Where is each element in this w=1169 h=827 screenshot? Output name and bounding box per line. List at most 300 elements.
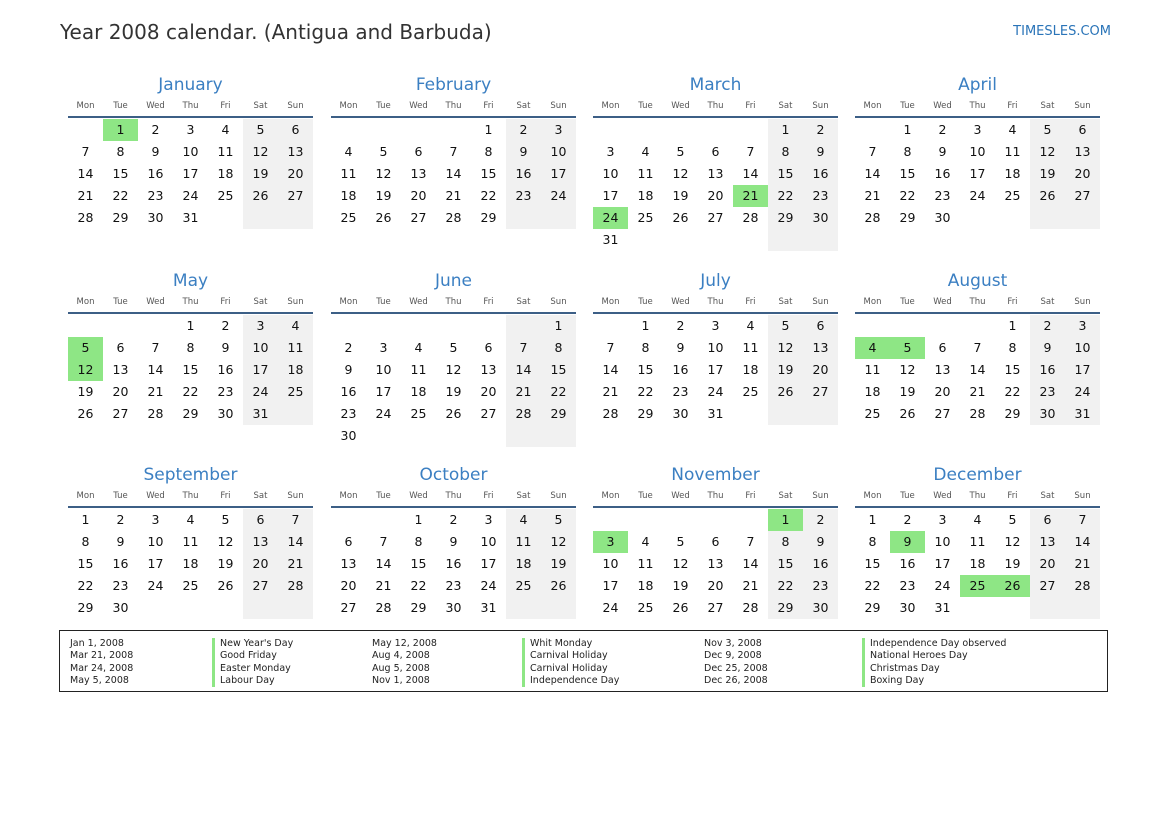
day-cell: 4: [641, 144, 650, 159]
day-cell: 1: [641, 318, 650, 333]
day-cell: 27: [1065, 185, 1100, 207]
month-rule: [855, 506, 1100, 508]
day-cell: 20: [803, 359, 838, 381]
day-cell: 6: [243, 509, 278, 531]
weekday-label: Thu: [445, 491, 462, 501]
legend-holiday-name: Independence Day observed: [862, 638, 1006, 650]
month-rule: [68, 116, 313, 118]
day-cell: 11: [278, 337, 313, 359]
legend-holiday-name: Independence Day: [522, 675, 619, 687]
day-cell: 29: [899, 210, 916, 225]
day-cell: 14: [278, 531, 313, 553]
holiday-day-cell: 1: [103, 119, 138, 141]
weekday-header: [331, 489, 576, 503]
month-may: [68, 270, 313, 425]
day-cell: 11: [742, 340, 759, 355]
empty-cell: [768, 403, 803, 425]
day-cell: 1: [414, 512, 423, 527]
legend-holiday-name: Labour Day: [212, 675, 293, 687]
day-cell: 1: [1008, 318, 1017, 333]
day-cell: 8: [414, 534, 423, 549]
day-cell: 30: [340, 428, 357, 443]
empty-cell: [436, 425, 471, 447]
weekday-label: Sun: [287, 491, 304, 501]
day-cell: 29: [410, 600, 427, 615]
empty-cell: [663, 229, 698, 251]
day-cell: 21: [969, 384, 986, 399]
legend-name-column: [212, 638, 293, 687]
empty-cell: [366, 425, 401, 447]
empty-cell: [436, 119, 471, 141]
weekday-label: Thu: [969, 101, 986, 111]
day-cell: 16: [340, 384, 357, 399]
day-cell: 28: [969, 406, 986, 421]
day-cell: 21: [864, 188, 881, 203]
day-cell: 17: [243, 359, 278, 381]
empty-cell: [506, 597, 541, 619]
legend-date: Aug 4, 2008: [372, 650, 430, 662]
weekday-label: Sun: [550, 491, 567, 501]
day-cell: 4: [186, 512, 195, 527]
weekday-label: Fri: [1007, 491, 1018, 501]
day-cell: 28: [506, 403, 541, 425]
legend-holiday-name: Carnival Holiday: [522, 663, 619, 675]
day-cell: 27: [340, 600, 357, 615]
month-name: May: [172, 271, 209, 291]
day-cell: 28: [742, 600, 759, 615]
day-cell: 4: [344, 144, 353, 159]
site-link[interactable]: TIMESLES.COM: [1013, 24, 1111, 39]
day-cell: 16: [899, 556, 916, 571]
day-cell: 5: [1030, 119, 1065, 141]
day-cell: 12: [217, 534, 234, 549]
day-cell: 23: [445, 578, 462, 593]
month-rule: [331, 312, 576, 314]
day-cell: 2: [803, 509, 838, 531]
day-cell: 10: [243, 337, 278, 359]
weekday-label: Wed: [409, 101, 428, 111]
day-cell: 30: [899, 600, 916, 615]
day-cell: 13: [1030, 531, 1065, 553]
holiday-day-cell: 5: [68, 337, 103, 359]
weekday-label: Sat: [516, 491, 531, 501]
day-cell: 12: [1004, 534, 1021, 549]
weekday-label: Tue: [900, 101, 915, 111]
month-rule: [593, 506, 838, 508]
day-cell: 5: [1008, 512, 1017, 527]
day-cell: 18: [742, 362, 759, 377]
day-cell: 29: [864, 600, 881, 615]
day-cell: 1: [81, 512, 90, 527]
day-cell: 8: [768, 531, 803, 553]
weekday-label: Mon: [601, 101, 620, 111]
day-cell: 10: [969, 144, 986, 159]
month-name: August: [947, 271, 1008, 291]
day-cell: 8: [903, 144, 912, 159]
day-cell: 29: [768, 207, 803, 229]
weekday-label: Tue: [113, 297, 128, 307]
weekday-label: Sat: [516, 101, 531, 111]
empty-cell: [733, 509, 768, 531]
weekday-label: Fri: [220, 101, 231, 111]
day-cell: 19: [672, 188, 689, 203]
weekday-label: Sat: [778, 297, 793, 307]
empty-cell: [1030, 207, 1065, 229]
day-cell: 20: [1065, 163, 1100, 185]
day-cell: 7: [81, 144, 90, 159]
day-cell: 15: [864, 556, 881, 571]
holiday-day-cell: 9: [890, 531, 925, 553]
day-cell: 3: [541, 119, 576, 141]
legend-holiday-name: Christmas Day: [862, 663, 1006, 675]
day-cell: 13: [480, 362, 497, 377]
legend-holiday-name: Good Friday: [212, 650, 293, 662]
weekday-label: Tue: [113, 491, 128, 501]
day-cell: 13: [803, 337, 838, 359]
day-cell: 22: [112, 188, 129, 203]
legend-date: Dec 25, 2008: [704, 662, 768, 674]
month-name: January: [158, 75, 223, 95]
day-cell: 19: [672, 578, 689, 593]
day-cell: 12: [1030, 141, 1065, 163]
day-cell: 24: [375, 406, 392, 421]
legend-holiday-name: Whit Monday: [522, 638, 619, 650]
day-cell: 28: [278, 575, 313, 597]
day-cell: 14: [602, 362, 619, 377]
day-cell: 7: [278, 509, 313, 531]
day-cell: 6: [1065, 119, 1100, 141]
day-cell: 13: [1065, 141, 1100, 163]
day-cell: 18: [506, 553, 541, 575]
day-cell: 2: [344, 340, 353, 355]
day-cell: 16: [445, 556, 462, 571]
day-cell: 23: [340, 406, 357, 421]
weekday-label: Fri: [220, 491, 231, 501]
day-cell: 29: [182, 406, 199, 421]
empty-cell: [541, 597, 576, 619]
weekday-label: Thu: [707, 297, 724, 307]
empty-cell: [366, 509, 401, 531]
day-cell: 27: [410, 210, 427, 225]
day-cell: 29: [768, 597, 803, 619]
month-name: July: [700, 271, 731, 291]
day-cell: 19: [768, 359, 803, 381]
day-cell: 6: [711, 534, 720, 549]
day-grid: [855, 315, 1100, 425]
weekday-label: Wed: [671, 491, 690, 501]
day-cell: 6: [1030, 509, 1065, 531]
day-cell: 30: [445, 600, 462, 615]
day-cell: 27: [707, 600, 724, 615]
day-cell: 29: [480, 210, 497, 225]
legend-date-column: [704, 638, 768, 687]
weekday-header: [68, 99, 313, 113]
day-cell: 14: [1065, 531, 1100, 553]
empty-cell: [663, 509, 698, 531]
day-cell: 5: [676, 534, 685, 549]
day-cell: 24: [182, 188, 199, 203]
day-cell: 26: [541, 575, 576, 597]
day-cell: 20: [243, 553, 278, 575]
day-cell: 3: [379, 340, 388, 355]
day-cell: 15: [541, 359, 576, 381]
day-cell: 19: [77, 384, 94, 399]
day-grid: [331, 119, 576, 229]
day-cell: 28: [602, 406, 619, 421]
day-cell: 15: [768, 553, 803, 575]
day-cell: 8: [81, 534, 90, 549]
weekday-label: Sun: [287, 297, 304, 307]
empty-cell: [1030, 597, 1065, 619]
day-cell: 1: [868, 512, 877, 527]
day-cell: 23: [506, 185, 541, 207]
weekday-label: Sun: [1074, 297, 1091, 307]
day-cell: 26: [672, 600, 689, 615]
weekday-label: Tue: [113, 101, 128, 111]
empty-cell: [593, 509, 628, 531]
weekday-label: Wed: [409, 297, 428, 307]
empty-cell: [436, 315, 471, 337]
day-cell: 18: [410, 384, 427, 399]
weekday-label: Tue: [376, 297, 391, 307]
day-cell: 25: [864, 406, 881, 421]
day-cell: 19: [243, 163, 278, 185]
day-cell: 3: [151, 512, 160, 527]
weekday-label: Tue: [900, 297, 915, 307]
day-cell: 14: [77, 166, 94, 181]
legend-date: May 5, 2008: [70, 674, 129, 686]
day-cell: 14: [969, 362, 986, 377]
day-cell: 30: [1030, 403, 1065, 425]
day-cell: 28: [375, 600, 392, 615]
day-cell: 5: [243, 119, 278, 141]
day-cell: 13: [707, 166, 724, 181]
day-cell: 10: [182, 144, 199, 159]
month-march: [593, 74, 838, 251]
day-cell: 27: [934, 406, 951, 421]
day-cell: 7: [868, 144, 877, 159]
empty-cell: [243, 207, 278, 229]
day-grid: [68, 315, 313, 425]
day-cell: 19: [541, 553, 576, 575]
day-cell: 17: [147, 556, 164, 571]
day-cell: 17: [375, 384, 392, 399]
empty-cell: [278, 403, 313, 425]
day-cell: 16: [112, 556, 129, 571]
empty-cell: [1065, 207, 1100, 229]
day-cell: 6: [938, 340, 947, 355]
day-cell: 29: [637, 406, 654, 421]
holiday-day-cell: 3: [593, 531, 628, 553]
weekday-label: Thu: [445, 297, 462, 307]
day-cell: 9: [803, 141, 838, 163]
day-cell: 22: [410, 578, 427, 593]
day-cell: 20: [410, 188, 427, 203]
empty-cell: [471, 315, 506, 337]
holiday-day-cell: 26: [995, 575, 1030, 597]
day-cell: 13: [112, 362, 129, 377]
empty-cell: [401, 119, 436, 141]
day-cell: 13: [934, 362, 951, 377]
day-cell: 27: [480, 406, 497, 421]
day-cell: 29: [541, 403, 576, 425]
day-cell: 9: [221, 340, 230, 355]
day-cell: 7: [379, 534, 388, 549]
holiday-legend: [59, 630, 1108, 692]
day-cell: 11: [182, 534, 199, 549]
day-cell: 2: [938, 122, 947, 137]
day-cell: 14: [375, 556, 392, 571]
weekday-label: Wed: [146, 101, 165, 111]
empty-cell: [593, 119, 628, 141]
weekday-label: Tue: [376, 491, 391, 501]
day-cell: 26: [217, 578, 234, 593]
day-cell: 8: [484, 144, 493, 159]
day-cell: 10: [480, 534, 497, 549]
day-cell: 24: [707, 384, 724, 399]
day-cell: 22: [768, 575, 803, 597]
day-cell: 31: [602, 232, 619, 247]
legend-holiday-name: Easter Monday: [212, 663, 293, 675]
day-cell: 1: [186, 318, 195, 333]
weekday-header: [593, 489, 838, 503]
day-cell: 23: [112, 578, 129, 593]
weekday-label: Thu: [182, 491, 199, 501]
empty-cell: [366, 315, 401, 337]
day-cell: 6: [803, 315, 838, 337]
day-grid: [68, 119, 313, 229]
day-cell: 6: [711, 144, 720, 159]
day-cell: 20: [112, 384, 129, 399]
legend-date: May 12, 2008: [372, 638, 437, 649]
weekday-header: [331, 99, 576, 113]
weekday-label: Mon: [76, 297, 95, 307]
day-cell: 12: [672, 166, 689, 181]
month-rule: [593, 116, 838, 118]
weekday-label: Sun: [287, 101, 304, 111]
weekday-label: Wed: [409, 491, 428, 501]
day-cell: 6: [414, 144, 423, 159]
day-grid: [68, 509, 313, 619]
day-cell: 17: [182, 166, 199, 181]
day-cell: 20: [340, 578, 357, 593]
month-rule: [855, 312, 1100, 314]
day-cell: 22: [77, 578, 94, 593]
day-cell: 25: [217, 188, 234, 203]
day-cell: 31: [707, 406, 724, 421]
day-cell: 2: [803, 119, 838, 141]
day-cell: 18: [1004, 166, 1021, 181]
day-cell: 9: [151, 144, 160, 159]
weekday-label: Sat: [1040, 101, 1055, 111]
day-cell: 31: [182, 210, 199, 225]
day-cell: 5: [379, 144, 388, 159]
empty-cell: [471, 425, 506, 447]
holiday-day-cell: 12: [68, 359, 103, 381]
day-cell: 9: [344, 362, 353, 377]
day-cell: 15: [637, 362, 654, 377]
weekday-label: Sat: [778, 491, 793, 501]
day-cell: 18: [864, 384, 881, 399]
weekday-label: Sun: [1074, 491, 1091, 501]
month-april: [855, 74, 1100, 229]
empty-cell: [208, 597, 243, 619]
day-cell: 24: [969, 188, 986, 203]
day-cell: 5: [449, 340, 458, 355]
empty-cell: [855, 315, 890, 337]
day-cell: 8: [1008, 340, 1017, 355]
day-cell: 3: [186, 122, 195, 137]
day-cell: 2: [1030, 315, 1065, 337]
day-cell: 12: [768, 337, 803, 359]
weekday-label: Wed: [671, 297, 690, 307]
empty-cell: [663, 119, 698, 141]
day-cell: 26: [243, 185, 278, 207]
empty-cell: [890, 315, 925, 337]
day-cell: 22: [864, 578, 881, 593]
day-cell: 14: [742, 166, 759, 181]
weekday-label: Mon: [76, 101, 95, 111]
day-cell: 13: [278, 141, 313, 163]
day-cell: 21: [1065, 553, 1100, 575]
weekday-label: Fri: [483, 491, 494, 501]
day-cell: 16: [803, 553, 838, 575]
month-rule: [68, 312, 313, 314]
day-cell: 28: [742, 210, 759, 225]
day-cell: 8: [868, 534, 877, 549]
day-cell: 5: [221, 512, 230, 527]
day-cell: 19: [445, 384, 462, 399]
day-cell: 29: [77, 600, 94, 615]
day-cell: 7: [606, 340, 615, 355]
day-cell: 25: [506, 575, 541, 597]
day-cell: 1: [541, 315, 576, 337]
weekday-label: Sun: [812, 101, 829, 111]
day-cell: 28: [77, 210, 94, 225]
weekday-label: Tue: [638, 297, 653, 307]
legend-holiday-name: National Heroes Day: [862, 650, 1006, 662]
day-cell: 8: [641, 340, 650, 355]
day-cell: 9: [938, 144, 947, 159]
day-cell: 23: [1030, 381, 1065, 403]
month-name: June: [434, 271, 473, 291]
day-cell: 3: [938, 512, 947, 527]
empty-cell: [768, 229, 803, 251]
day-cell: 12: [445, 362, 462, 377]
day-cell: 30: [803, 207, 838, 229]
day-cell: 10: [375, 362, 392, 377]
day-cell: 14: [506, 359, 541, 381]
empty-cell: [733, 403, 768, 425]
day-cell: 10: [147, 534, 164, 549]
empty-cell: [628, 229, 663, 251]
day-grid: [855, 119, 1100, 229]
day-cell: 20: [707, 578, 724, 593]
day-cell: 21: [375, 578, 392, 593]
day-cell: 17: [602, 578, 619, 593]
day-cell: 24: [602, 600, 619, 615]
day-cell: 17: [934, 556, 951, 571]
weekday-label: Sat: [1040, 491, 1055, 501]
holiday-day-cell: 24: [593, 207, 628, 229]
day-cell: 5: [676, 144, 685, 159]
weekday-label: Sun: [812, 491, 829, 501]
day-cell: 23: [147, 188, 164, 203]
day-cell: 12: [899, 362, 916, 377]
day-cell: 4: [1008, 122, 1017, 137]
month-rule: [331, 116, 576, 118]
day-cell: 27: [707, 210, 724, 225]
